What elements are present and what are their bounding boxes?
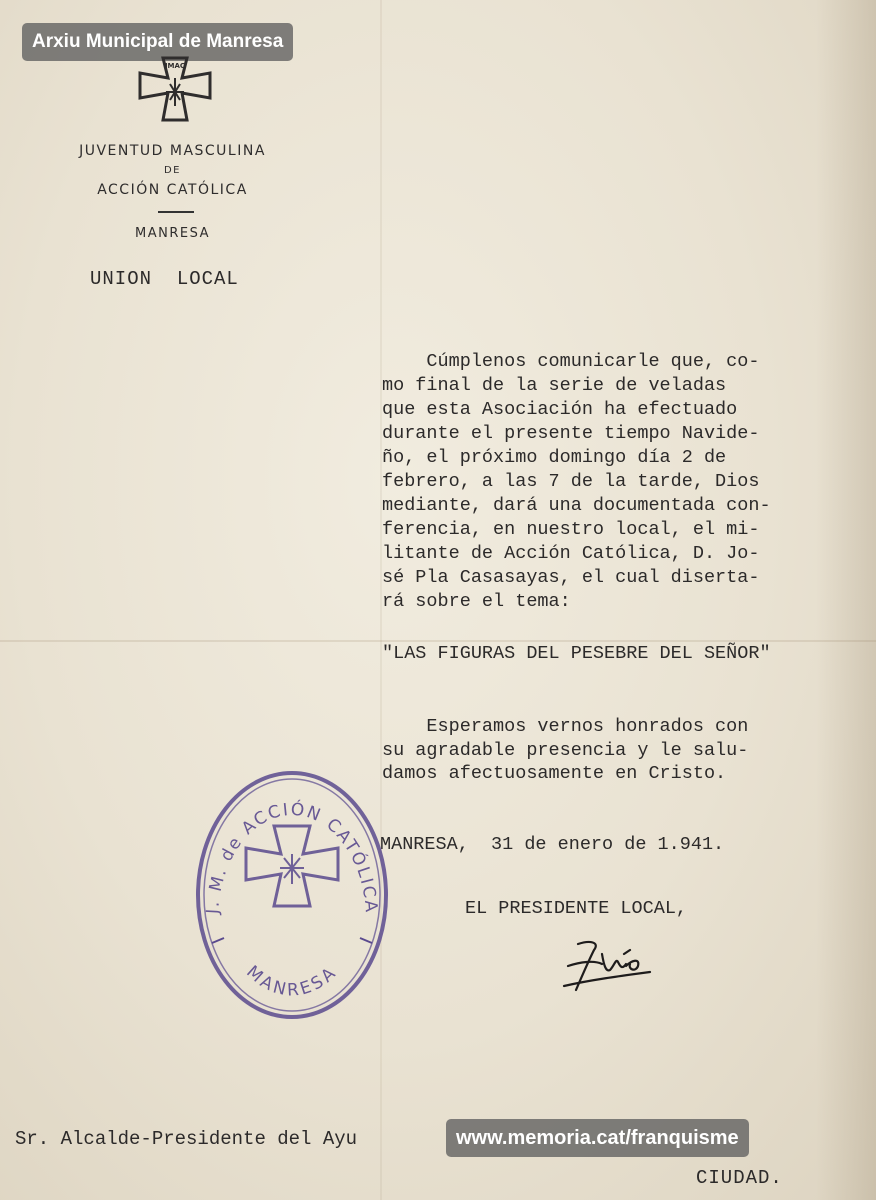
letterhead-line-1: JUVENTUD MASCULINA [79,143,266,159]
body-line: durante el presente tiempo Navide- [382,423,760,444]
closing-line: su agradable presencia y le salu- [382,739,749,761]
body-line: Cúmplenos comunicarle que, co- [382,351,760,372]
stamp-cross-icon [246,826,338,906]
closing-line: Esperamos vernos honrados con [382,716,749,737]
stamp-bottom-text: MANRESA [242,961,342,1001]
paper-fold-horizontal [0,640,876,642]
handwritten-signature [560,936,655,996]
body-line: sé Pla Casasayas, el cual diserta- [382,567,760,588]
letter-closing [382,715,862,786]
letterhead-divider [158,211,194,213]
letterhead-line-3: ACCIÓN CATÓLICA [97,182,248,198]
body-line: que esta Asociación ha efectuado [382,399,738,420]
addressee-city: CIUDAD. [696,1167,783,1189]
cross-emblem-icon [130,48,220,128]
letter-date: MANRESA, 31 de enero de 1.941. [380,834,725,855]
lecture-title: "LAS FIGURAS DEL PESEBRE DEL SEÑOR" [382,643,771,664]
stamp-top-text: J. M. de ACCIÓN CATÓLICA [203,799,382,915]
union-local-heading: UNION LOCAL [90,268,239,290]
body-line: rá sobre el tema: [382,591,571,612]
addressee-line: Sr. Alcalde-Presidente del Ayu [15,1128,358,1150]
body-line: ño, el próximo domingo día 2 de [382,447,727,468]
president-title: EL PRESIDENTE LOCAL, [465,898,688,919]
body-line: litante de Acción Católica, D. Jo- [382,543,760,564]
body-line: febrero, a las 7 de la tarde, Dios [382,471,760,492]
closing-line: damos afectuosamente en Cristo. [382,763,727,784]
body-line: ferencia, en nuestro local, el mi- [382,519,760,540]
body-line: mediante, dará una documentada con- [382,495,771,516]
letter-body [382,350,862,614]
website-watermark: www.memoria.cat/franquisme [446,1119,749,1157]
body-line: mo final de la serie de veladas [382,375,727,396]
archive-watermark: Arxiu Municipal de Manresa [22,23,293,61]
emblem-text: JMAC [164,62,186,70]
letterhead-line-2: DE [163,165,182,176]
association-stamp [192,768,392,1023]
letterhead-line-4: MANRESA [135,226,210,241]
